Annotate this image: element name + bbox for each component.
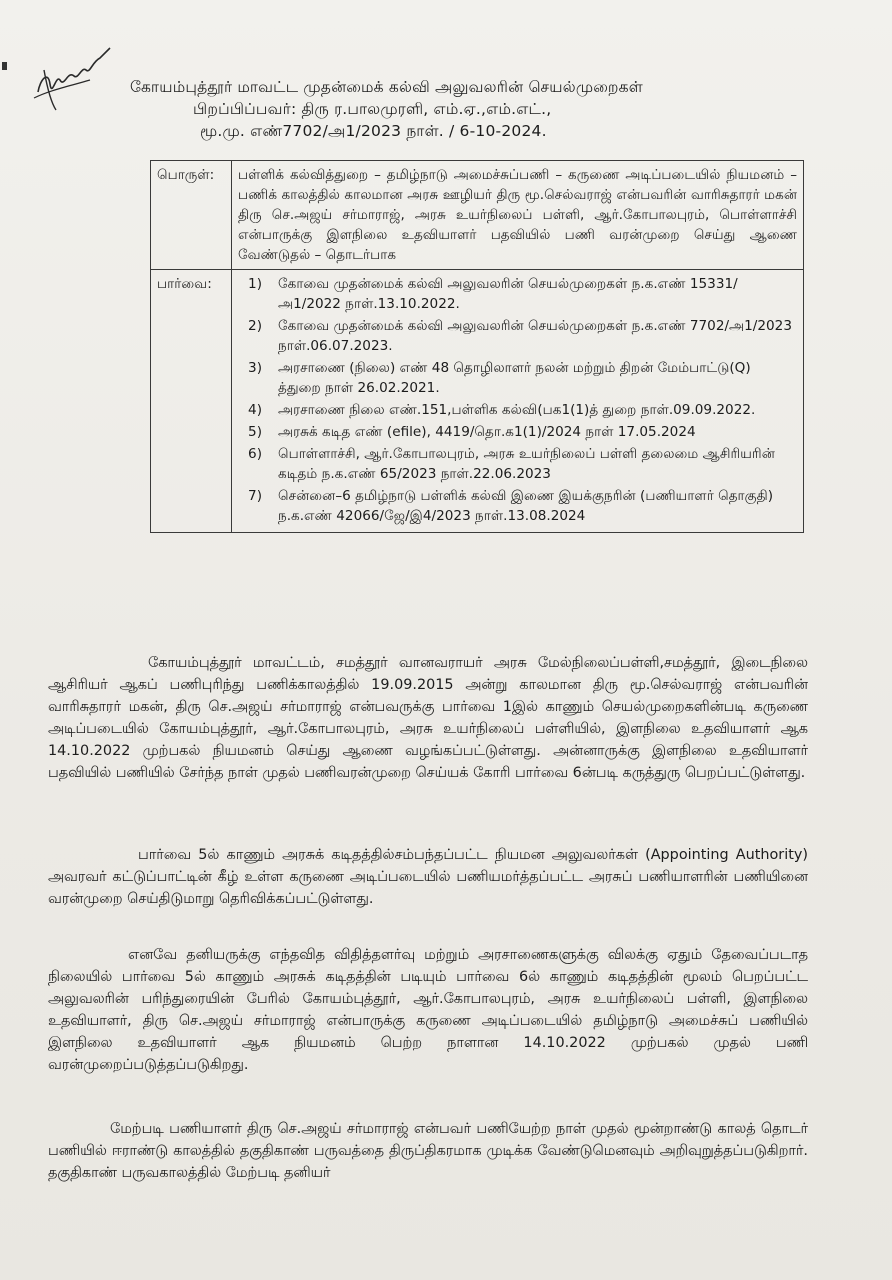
reference-item — [238, 422, 797, 442]
page-edge-mark — [2, 62, 7, 70]
reference-item — [238, 358, 797, 398]
reference-item — [238, 274, 797, 314]
reference-number: 1) — [248, 276, 262, 292]
reference-item — [238, 444, 797, 484]
references-list — [238, 274, 797, 526]
reference-text: சென்னை–6 தமிழ்நாடு பள்ளிக் கல்வி இணை இயக்குநரின் (பணியாளர் தொகுதி) ந.க.எண் 42066/ஜே/இ4/2023 நாள்.13.08.2024 — [278, 488, 774, 524]
reference-item — [238, 400, 797, 420]
header-reference-date: மூ.மு. எண்7702/அ1/2023 நாள். / 6-10-2024. — [200, 122, 547, 140]
reference-number: 4) — [248, 402, 262, 418]
reference-number: 6) — [248, 446, 262, 462]
header-issuer: பிறப்பிப்பவர்: திரு ர.பாலமுரளி, எம்.ஏ.,எம்.எட்., — [193, 100, 552, 118]
references-cell — [232, 270, 804, 533]
reference-number: 3) — [248, 360, 262, 376]
subject-text: பள்ளிக் கல்வித்துறை – தமிழ்நாடு அமைச்சுப்பணி – கருணை அடிப்படையில் நியமனம் – பணிக் காலத்தில் காலமான அரசு ஊழியர் திரு மூ.செல்வராஜ் என்பவரின் வாரிசுதாரர் மகன் திரு செ.அஜய் சர்மாராஜ், அரசு உயர்நிலைப் பள்ளி, ஆர்.கோபாலபுரம், பொள்ளாச்சி என்பாருக்கு இளநிலை உதவியாளர் பதவியில் பணி வரன்முறை செய்து ஆணை வேண்டுதல் – தொடர்பாக — [238, 167, 797, 263]
subject-cell — [232, 161, 804, 270]
subject-row — [151, 161, 804, 270]
subject-reference-table — [150, 160, 804, 533]
body-paragraph-3: எனவே தனியருக்கு எந்தவித விதித்தளர்வு மற்றும் அரசாணைகளுக்கு விலக்கு ஏதும் தேவைப்படாத நிலையில் பார்வை 5ல் காணும் அரசுக் கடிதத்தின் படியும் பார்வை 6ல் காணும் கடிதத்தின் மூலம் பெறப்பட்ட அலுவலரின் பரிந்துரையின் பேரில் கோயம்புத்தூர், ஆர்.கோபாலபுரம், அரசு உயர்நிலைப் பள்ளி, இளநிலை உதவியாளர், திரு செ.அஜய் சர்மாராஜ் என்பாருக்கு கருணை அடிப்படையில் தமிழ்நாடு அமைச்சுப் பணியில் இளநிலை உதவியாளர் ஆக நியமனம் பெற்ற நாளான 14.10.2022 முற்பகல் முதல் பணி வரன்முறைப்படுத்தப்படுகிறது. — [48, 947, 808, 1074]
reference-item — [238, 486, 797, 526]
reference-item — [238, 316, 797, 356]
reference-text: கோவை முதன்மைக் கல்வி அலுவலரின் செயல்முறைகள் ந.க.எண் 15331/அ1/2022 நாள்.13.10.2022. — [278, 276, 738, 312]
references-row — [151, 270, 804, 533]
handwritten-signature — [30, 40, 120, 120]
reference-number: 5) — [248, 424, 262, 440]
reference-text: அரசுக் கடித எண் (efile), 4419/தொ.க1(1)/2024 நாள் 17.05.2024 — [278, 424, 696, 440]
references-label: பார்வை: — [151, 270, 232, 533]
body-paragraph-4: மேற்படி பணியாளர் திரு செ.அஜய் சர்மாராஜ் என்பவர் பணியேற்ற நாள் முதல் மூன்றாண்டு காலத் தொடர் பணியில் ஈராண்டு காலத்தில் தகுதிகாண் பருவத்தை திருப்திகரமாக முடிக்க வேண்டுமெனவும் அறிவுறுத்தப்படுகிறார். தகுதிகாண் பருவகாலத்தில் மேற்படி தனியர் — [48, 1121, 808, 1182]
reference-text: கோவை முதன்மைக் கல்வி அலுவலரின் செயல்முறைகள் ந.க.எண் 7702/அ1/2023 நாள்.06.07.2023. — [278, 318, 792, 354]
header-office-title: கோயம்புத்தூர் மாவட்ட முதன்மைக் கல்வி அலுவலரின் செயல்முறைகள் — [130, 78, 643, 96]
body-paragraph-2: பார்வை 5ல் காணும் அரசுக் கடிதத்தில்சம்பந்தப்பட்ட நியமன அலுவலர்கள் (Appointing Authority) அவரவர் கட்டுப்பாட்டின் கீழ் உள்ள கருணை அடிப்படையில் பணியமர்த்தப்பட்ட அரசுப் பணியாளரின் பணியினை வரன்முறை செய்திடுமாறு தெரிவிக்கப்பட்டுள்ளது. — [48, 847, 808, 908]
subject-label: பொருள்: — [151, 161, 232, 270]
reference-text: அரசாணை (நிலை) எண் 48 தொழிலாளர் நலன் மற்றும் திறன் மேம்பாட்டு(Q) த்துறை நாள் 26.02.2021. — [278, 360, 751, 396]
reference-text: பொள்ளாச்சி, ஆர்.கோபாலபுரம், அரசு உயர்நிலைப் பள்ளி தலைமை ஆசிரியரின் கடிதம் ந.க.எண் 65/2023 நாள்.22.06.2023 — [278, 446, 775, 482]
reference-text: அரசாணை நிலை எண்.151,பள்ளிக கல்வி(பக1(1)த் துறை நாள்.09.09.2022. — [278, 402, 756, 418]
reference-number: 2) — [248, 318, 262, 334]
reference-number: 7) — [248, 488, 262, 504]
body-paragraph-1: கோயம்புத்தூர் மாவட்டம், சமத்தூர் வானவராயர் அரசு மேல்நிலைப்பள்ளி,சமத்தூர், இடைநிலை ஆசிரியர் ஆகப் பணிபுரிந்து பணிக்காலத்தில் 19.09.2015 அன்று காலமான திரு மூ.செல்வராஜ் என்பவரின் வாரிசுதாரர் மகன், திரு செ.அஜய் சர்மாராஜ் என்பவருக்கு பார்வை 1இல் காணும் செயல்முறைகளின்படி கருணை அடிப்படையில் கோயம்புத்தூர், ஆர்.கோபாலபுரம், அரசு உயர்நிலைப் பள்ளியில், இளநிலை உதவியாளர் ஆக 14.10.2022 முற்பகல் நியமனம் செய்து ஆணை வழங்கப்பட்டுள்ளது. அன்னாருக்கு இளநிலை உதவியாளர் பதவியில் பணியில் சேர்ந்த நாள் முதல் பணிவரன்முறை செய்யக் கோரி பார்வை 6ன்படி கருத்துரு பெறப்பட்டுள்ளது. — [48, 655, 808, 782]
